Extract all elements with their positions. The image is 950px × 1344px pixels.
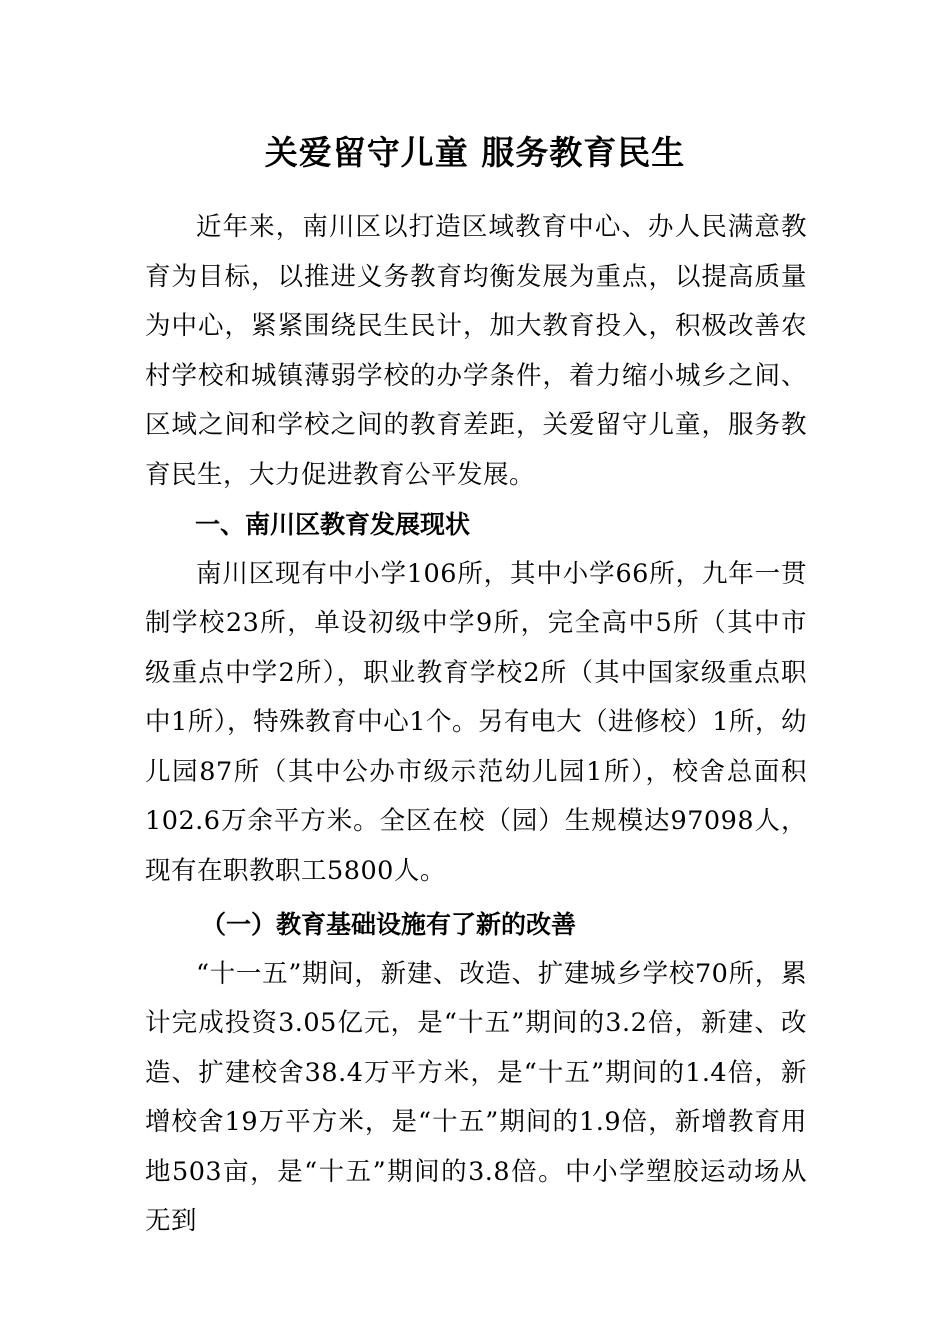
document-body — [145, 203, 807, 1247]
section1-paragraph: 南川区现有中小学106所，其中小学66所，九年一贯制学校23所，单设初级中学9所，完全高中5所（其中市级重点中学2所），职业教育学校2所（其中国家级重点职中1所），特殊教育中心1个。另有电大（进修校）1所，幼儿园87所（其中公办市级示范幼儿园1所），校舍总面积102.6万余平方米。全区在校（园）生规模达97098人，现有在职教职工5800人。 — [145, 558, 807, 886]
section-heading-1: 一、南川区教育发展现状 — [195, 510, 471, 539]
document-title: 关爱留守儿童 服务教育民生 — [264, 133, 686, 172]
subsection-heading-1: （一）教育基础设施有了新的改善 — [201, 910, 577, 939]
subsection1-paragraph: “十一五”期间，新建、改造、扩建城乡学校70所，累计完成投资3.05亿元，是“十五”期间的3.2倍，新建、改造、扩建校舍38.4万平方米，是“十五”期间的1.4倍，新增校舍19万平方米，是“十五”期间的1.9倍，新增教育用地503亩，是“十五”期间的3.8倍。中小学塑胶运动场从无到 — [145, 958, 807, 1236]
intro-paragraph: 近年来，南川区以打造区域教育中心、办人民满意教育为目标，以推进义务教育均衡发展为重点，以提高质量为中心，紧紧围绕民生民计，加大教育投入，积极改善农村学校和城镇薄弱学校的办学条件，着力缩小城乡之间、区域之间和学校之间的教育差距，关爱留守儿童，服务教育民生，大力促进教育公平发展。 — [145, 212, 807, 490]
